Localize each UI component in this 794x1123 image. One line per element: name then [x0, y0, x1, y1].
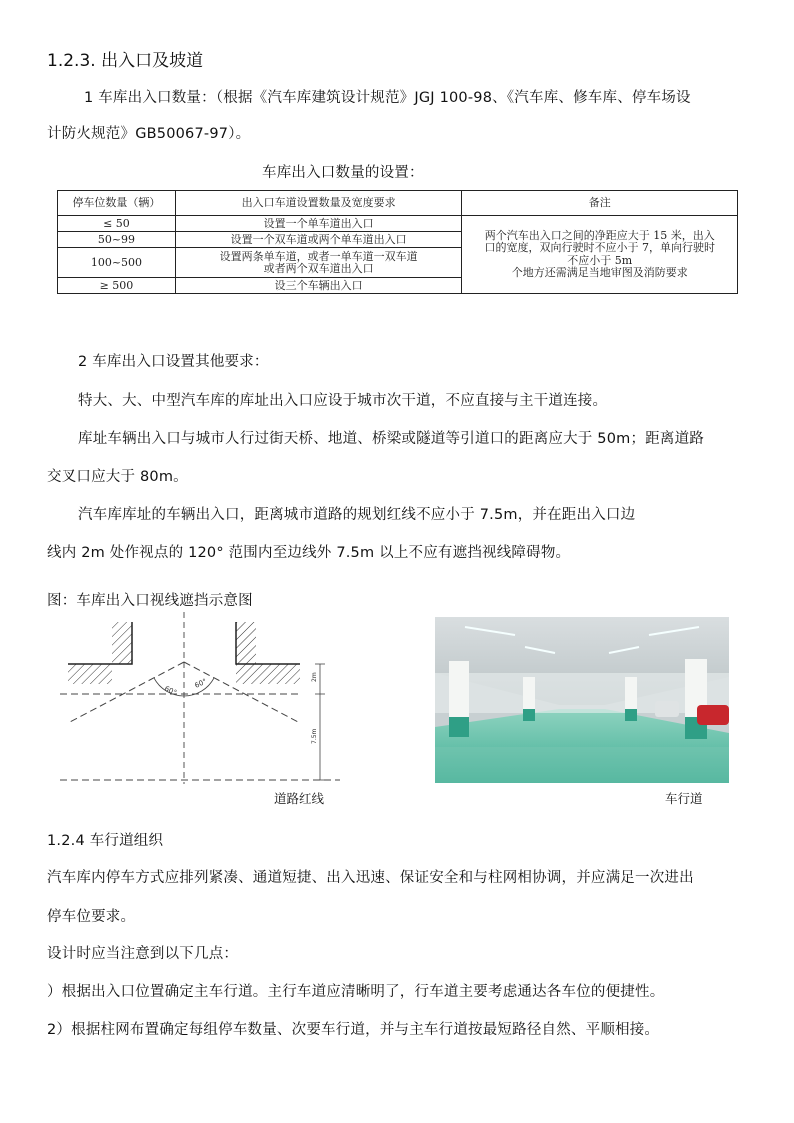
diagram-caption: 道路红线 [274, 791, 325, 806]
item2-heading: 2 车库出入口设置其他要求： [78, 354, 269, 370]
note-line: 个地方还需满足当地审图及消防要求 [511, 266, 688, 279]
section-124-para1-line1: 汽车库内停车方式应排列紧凑、通道短捷、出入迅速、保证安全和与柱网相协调，并应满足一次进出 [47, 870, 694, 886]
item1-line2: 计防火规范》GB50067-97）。 [47, 126, 251, 142]
table-header-row [58, 191, 738, 216]
header-cell: 备注 [462, 191, 738, 216]
sightline-diagram [60, 612, 350, 792]
section-124-point2: 2）根据柱网布置确定每组停车数量、次要车行道，并与主车行道按最短路径自然、平顺相接。 [47, 1022, 660, 1038]
note-line: 口的宽度，双向行驶时不应小于 7，单向行驶时 [484, 241, 715, 254]
table-cell: 设置一个双车道或两个单车道出入口 [175, 232, 462, 248]
section-124-point1: ）根据出入口位置确定主车行道。主行车道应清晰明了，行车道主要考虑通达各车位的便捷性。 [47, 984, 665, 1000]
table-cell: 设置一个单车道出入口 [175, 216, 462, 232]
photo-caption: 车行道 [665, 791, 703, 806]
entrance-count-table [57, 190, 738, 294]
table-cell: 100~500 [58, 248, 176, 278]
req-line: 设置两条单车道，或者一单车道一双车道 [219, 249, 418, 263]
note-line: 两个汽车出入口之间的净距应大于 15 米，出入 [484, 228, 715, 242]
item1-line1: 1 车库出入口数量：（根据《汽车库建筑设计规范》JGJ 100-98、《汽车库、修车库、停车场设 [84, 90, 691, 106]
note-cell [462, 216, 738, 294]
table-cell: 50~99 [58, 232, 176, 248]
item2-para2-line2: 交叉口应大于 80m。 [47, 469, 188, 485]
section-124-para2: 设计时应当注意到以下几点： [47, 946, 239, 962]
dim-label-2m: 2m [311, 672, 318, 682]
table-cell: ≤ 50 [58, 216, 176, 232]
table-cell: ≥ 500 [58, 278, 176, 294]
section-124-para1-line2: 停车位要求。 [47, 909, 136, 925]
angle-label-right: 60° [193, 677, 209, 690]
table-cell [175, 248, 462, 278]
angle-label-left: 60° [163, 684, 178, 698]
item2-para2-line1: 库址车辆出入口与城市人行过街天桥、地道、桥梁或隧道等引道口的距离应大于 50m；距离道路 [78, 431, 704, 447]
item2-para3-line1: 汽车库库址的车辆出入口，距离城市道路的规划红线不应小于 7.5m，并在距出入口边 [78, 507, 636, 523]
right-wall [236, 622, 300, 684]
req-line: 或者两个双车道出入口 [263, 261, 374, 275]
item2-para3-line2: 线内 2m 处作视点的 120° 范围内至边线外 7.5m 以上不应有遮挡视线障碍物。 [47, 545, 571, 561]
header-cell: 停车位数量（辆） [58, 191, 176, 216]
section-heading-1-2-4: 1.2.4 车行道组织 [47, 833, 164, 849]
note-line: 不应小于 5m [567, 253, 633, 267]
dim-label-7-5m: 7.5m [311, 728, 318, 744]
table-cell: 设三个车辆出入口 [175, 278, 462, 294]
item2-para1: 特大、大、中型汽车库的库址出入口应设于城市次干道，不应直接与主干道连接。 [78, 393, 608, 409]
table-row [58, 216, 738, 232]
table-title: 车库出入口数量的设置： [262, 165, 424, 181]
garage-photo [435, 617, 729, 783]
header-cell: 出入口车道设置数量及宽度要求 [175, 191, 462, 216]
dimension-line [311, 664, 325, 780]
section-heading-1-2-3: 1.2.3. 出入口及坡道 [47, 51, 204, 71]
figure-title: 图：车库出入口视线遮挡示意图 [47, 593, 253, 609]
left-wall [68, 622, 150, 684]
